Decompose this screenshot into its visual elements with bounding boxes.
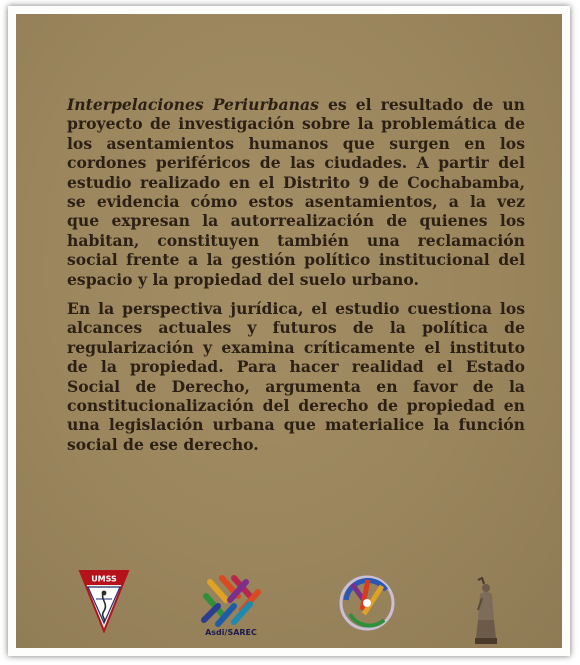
text-line: constitucionalización del derecho de propiedad en — [67, 396, 525, 416]
back-cover — [16, 14, 562, 648]
asdi-sarec-label: Asdi/SAREC — [205, 628, 257, 637]
circular-emblem-icon — [334, 570, 400, 636]
text-line: proyecto de investigación sobre la problemática de — [67, 114, 525, 134]
asdi-sarec-icon — [196, 574, 266, 640]
synopsis-paragraph-1 — [67, 95, 525, 289]
synopsis-paragraph-2 — [67, 299, 525, 454]
text-line: regularización y examina críticamente el instituto — [67, 337, 525, 357]
text-line: social frente a la gestión político institucional del — [67, 250, 525, 270]
text-line: una legislación urbana que materialice la función — [67, 415, 525, 435]
justice-statue-icon — [468, 574, 504, 648]
text-line: En la perspectiva jurídica, el estudio cuestiona los — [67, 299, 525, 318]
text-line: se evidencia cómo estos asentamientos, a la vez — [67, 192, 525, 212]
text-line: que expresan la autorrealización de quienes los — [67, 211, 525, 231]
text-line: social de ese derecho. — [67, 434, 259, 454]
text-line: alcances actuales y futuros de la política de — [67, 318, 525, 338]
text-line: estudio realizado en el Distrito 9 de Cochabamba, — [67, 172, 525, 192]
text-line: los asentamientos humanos que surgen en los — [67, 133, 525, 153]
text-line: habitan, constituyen también una reclamación — [67, 230, 525, 250]
umss-shield-icon — [78, 569, 130, 633]
book-back-cover-frame — [8, 6, 570, 656]
text-line: de la propiedad. Para hacer realidad el Estado — [67, 357, 525, 377]
text-line: Social de Derecho, argumenta en favor de la — [67, 376, 525, 396]
text-line: cordones periféricos de las ciudades. A partir del — [67, 153, 525, 173]
text-line: espacio y la propiedad del suelo urbano. — [67, 269, 419, 289]
umss-logo-label: UMSS — [91, 574, 117, 584]
book-title-italic: Interpelaciones Periurbanas — [67, 95, 319, 114]
text-line: Interpelaciones Periurbanas es el resultado de un — [67, 95, 525, 114]
